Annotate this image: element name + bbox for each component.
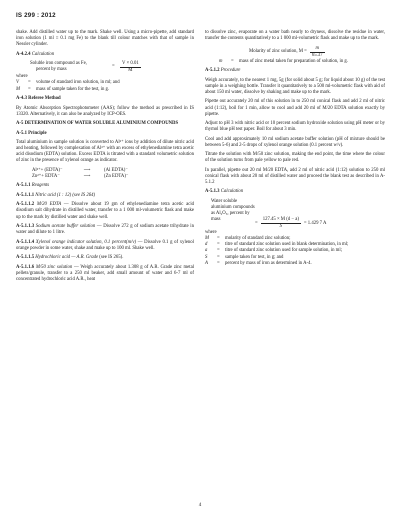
page-number: 4 — [198, 503, 202, 508]
formula-label: Soluble iron compound as Fe, — [30, 61, 87, 67]
section-heading: A-5.1.3 Calculation — [205, 189, 244, 195]
paragraph: By Atomic Absorption Spectrophotometer (AAS); follow the method as prescribed in IS 13320. Alternatively, it can also be analyzed by ICP-OES. — [16, 105, 194, 117]
where-item: M = mass of sample taken for the test, in g. — [16, 86, 110, 92]
where-item: M = molarity of standard zinc solution; — [205, 236, 291, 242]
where-item: d = titre of standard zinc solution used in blank determination, in ml; — [205, 242, 349, 248]
formula-fraction: $\frac{V \times 0.01}{M}$ — [122, 61, 139, 74]
section-heading: A-5.1 Principle — [16, 130, 47, 136]
iron-formula: Soluble iron compound as Fe, percent by mass = $\frac{V \times 0.01}{M}$ — [30, 61, 139, 74]
reagent-item: A-5.1.1.3 Sodium acetate buffer solution — Dissolve 272 g of sodium acetate trihydrate in water and dilute to 1 litre. — [16, 224, 194, 236]
reagent-item: A-5.1.1.5 Hydrochloric acid — A.R. Grade (see IS 265). — [16, 255, 124, 261]
paragraph: Weigh accurately, to the nearest 1 mg, 5g (for solid about 5 g; for liquid about 10 g) of the test sample in a weighing bottle. Transfer it quantitatively to a 500 ml-volumetric flask with aid of about 150 ml water, dissolve by shaking and make up to the mark. — [205, 77, 385, 95]
standard-code-header: IS 299 : 2012 — [16, 12, 56, 19]
where-label: where — [205, 230, 217, 236]
reaction-equation: Al³⁺+ (EDTA)⁻ ⟶ (Al EDTA)⁻ — [32, 167, 128, 173]
molarity-formula: Molarity of zinc solution, M = $\frac{m}{65.37}$ — [249, 45, 323, 58]
paragraph: Cool and add approximately 10 ml sodium acetate buffer solution (pH of mixture should be between 5-6) and 2-5 drops of xylenol orange solution (0.1 percent w/v). — [205, 136, 385, 148]
formula-label: percent by mass — [36, 67, 67, 73]
formula-label: Water soluble aluminium compounds as Al₂O₃, percent by mass — [211, 198, 255, 223]
section-heading: A-4.3 Referee Method — [16, 96, 61, 102]
paragraph: In parallel, pipette out 20 ml M/20 EDTA, add 2 ml of nitric acid (1:12) solution to 250 ml conical flask with about 20 ml of distilled water and proceed the blank test as described in A-5.1.2 — [205, 167, 385, 185]
paragraph: Total aluminium in sample solution is converted to Al³⁺ ions by addition of dilute nitric acid and heating, followed by complexation of Al³⁺ with an excess of ethylenediamine tetra acetic acid disodium (EDTA) solution. Excess EDTA is titrated with a standard volumetric solution of zinc in the presence of xylenol orange as indicator. — [16, 140, 194, 164]
paragraph: Adjust to pH 3 with nitric acid or 10 percent sodium hydroxide solution using pH meter or by thymol blue pH test paper. Boil for about 3 min. — [205, 121, 385, 133]
aluminium-formula: Water soluble aluminium compounds as Al₂O₃, percent by mass = $\frac{127.45 \times M (d - a)}{S}$ = 1.429 7 A — [205, 199, 385, 230]
formula-fraction: $\frac{127.45 \times M (d - a)}{S}$ — [262, 216, 299, 230]
where-item: a = titre of standard zinc solution used for sample solution, in ml; — [205, 248, 343, 254]
right-column — [205, 30, 385, 267]
left-column — [16, 30, 194, 283]
reagent-item: A-5.1.1.4 Xylenol orange indicator solution, 0.1 percent(m/v) — Dissolve 0.1 g of xylenol orange powder in some water, shake and make up to 100 ml. Shake well. — [16, 239, 195, 251]
where-label: where — [16, 74, 28, 80]
paragraph: Pipette out accurately 20 ml of this solution in to 250 ml conical flask and add 2 ml of nitric acid (1:12), boil for 1 min, allow to cool and add 20 ml of M/20 EDTA solution exactly by pipette. — [205, 99, 385, 117]
where-item: S = sample taken for test, in g; and — [205, 254, 284, 260]
section-heading: A-5.1.2 Procedure — [205, 68, 241, 74]
paragraph: to dissolve zinc, evaporate on a water bath nearly to dryness, dissolve the residue in water, transfer the contents quantitatively to a 1 000 ml-volumetric flask and make up to the mark. — [205, 30, 385, 42]
section-heading: A-5.1.1 Reagents — [16, 183, 50, 189]
where-item: A = percent by mass of iron as determined in A-4. — [205, 260, 312, 266]
reagent-item: A-5.1.1.1 Nitric acid (1 : 12) (see IS 264) — [16, 192, 96, 198]
section-heading: A-4.2.4 Calculation — [16, 51, 55, 57]
where-item: m = mass of zinc metal taken for preparation of solution, in g. — [219, 58, 348, 64]
paragraph: shake. Add distilled water up to the mark. Shake well. Using a micro-pipette, add standard iron solution (1 ml ≡ 0.1 mg Fe) to the blank till colour matches with that of sample in Nessler cylinder. — [16, 30, 194, 48]
reagent-item: A-5.1.1.6 M/50 zinc solution — Weigh accurately about 1.308 g of A.R. Grade zinc metal pellets/granule, transfer to a 250 ml beaker, add small amount of water and 6-7 ml of concentrated hydrochloric acid A.R., heat — [16, 264, 195, 282]
reagent-item: A-5.1.1.2 M/20 EDTA — Dissolve about 19 gm of ethylenediamine tetra acetic acid disodium salt dihydrate in distilled water, transfer to a 1 000 ml-volumetric flask and make up to the mark by distilled water and shake well. — [16, 202, 195, 220]
where-item: V = volume of standard iron solution, in ml; and — [16, 80, 120, 86]
reaction-equation: Zn²⁺+ EDTA⁻ ⟶ (Zn EDTA)⁻ — [32, 173, 129, 179]
section-heading: A-5 DETERMINATION OF WATER SOLUBLE ALUMINIUM COMPOUNDS — [16, 121, 179, 127]
paragraph: Titrate the solution with M/50 zinc solution, making the end point, the time where the colour of the solution turns from pale yellow to pale red. — [205, 152, 385, 164]
formula-fraction: $\frac{m}{65.37}$ — [311, 45, 323, 58]
